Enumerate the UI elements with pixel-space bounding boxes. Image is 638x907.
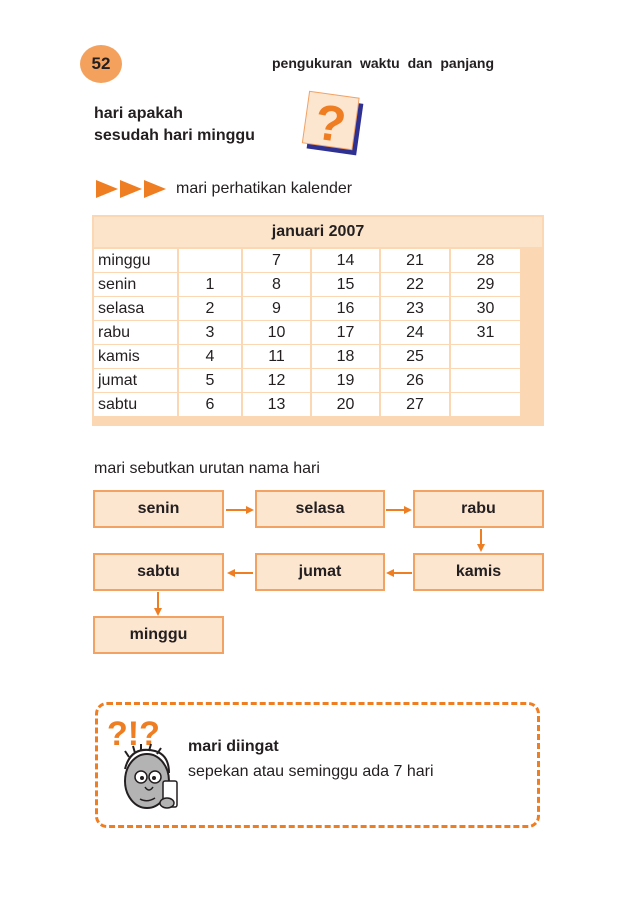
calendar-date-cell: 17 [312, 321, 379, 344]
question-line-2: sesudah hari minggu [94, 127, 255, 144]
question-mark-glyph: ? [311, 93, 350, 154]
calendar-day-name: senin [94, 273, 177, 296]
order-label: mari sebutkan urutan nama hari [94, 460, 320, 477]
thinking-character-icon [107, 707, 189, 824]
calendar-date-cell: 12 [243, 369, 310, 392]
calendar-date-cell: 13 [243, 393, 310, 416]
running-head: pengukuran waktu dan panjang [272, 55, 495, 71]
calendar-date-cell: 29 [451, 273, 520, 296]
calendar-date-cell: 25 [381, 345, 449, 368]
note-text: sepekan atau seminggu ada 7 hari [188, 763, 434, 780]
calendar-date-cell: 23 [381, 297, 449, 320]
calendar-date-cell: 16 [312, 297, 379, 320]
page-number: 52 [80, 45, 122, 83]
calendar-date-cell: 27 [381, 393, 449, 416]
calendar-date-cell: 3 [179, 321, 241, 344]
calendar-date-cell: 21 [381, 249, 449, 272]
calendar-date-cell: 10 [243, 321, 310, 344]
day-box-rabu: rabu [413, 490, 544, 528]
calendar-date-cell: 8 [243, 273, 310, 296]
calendar-day-name: rabu [94, 321, 177, 344]
calendar-day-name: kamis [94, 345, 177, 368]
calendar-date-cell: 4 [179, 345, 241, 368]
calendar-day-name: selasa [94, 297, 177, 320]
calendar-date-cell: 26 [381, 369, 449, 392]
calendar-date-cell: 18 [312, 345, 379, 368]
calendar-date-cell: 31 [451, 321, 520, 344]
calendar-date-cell: 28 [451, 249, 520, 272]
calendar-date-cell: 20 [312, 393, 379, 416]
day-box-selasa: selasa [255, 490, 385, 528]
calendar-day-name: jumat [94, 369, 177, 392]
calendar-date-cell: 1 [179, 273, 241, 296]
calendar-date-cell: 2 [179, 297, 241, 320]
calendar-date-cell: 9 [243, 297, 310, 320]
calendar-date-cell: 14 [312, 249, 379, 272]
calendar-date-cell: 7 [243, 249, 310, 272]
note-title: mari diingat [188, 738, 279, 755]
calendar-date-cell: 24 [381, 321, 449, 344]
exclaim-mark-glyph: ?!? [107, 715, 160, 753]
calendar-title: januari 2007 [94, 217, 542, 247]
calendar-day-name: minggu [94, 249, 177, 272]
day-box-sabtu: sabtu [93, 553, 224, 591]
question-line-1: hari apakah [94, 105, 183, 122]
calendar-date-cell: 19 [312, 369, 379, 392]
day-box-jumat: jumat [255, 553, 385, 591]
day-box-minggu: minggu [93, 616, 224, 654]
calendar-date-cell: 5 [179, 369, 241, 392]
calendar-date-cell: 11 [243, 345, 310, 368]
calendar-date-cell: 22 [381, 273, 449, 296]
day-box-kamis: kamis [413, 553, 544, 591]
calendar-date-cell: 15 [312, 273, 379, 296]
intro-text: mari perhatikan kalender [176, 180, 353, 197]
calendar-day-name: sabtu [94, 393, 177, 416]
calendar-date-cell: 6 [179, 393, 241, 416]
day-box-senin: senin [93, 490, 224, 528]
calendar-date-cell: 30 [451, 297, 520, 320]
